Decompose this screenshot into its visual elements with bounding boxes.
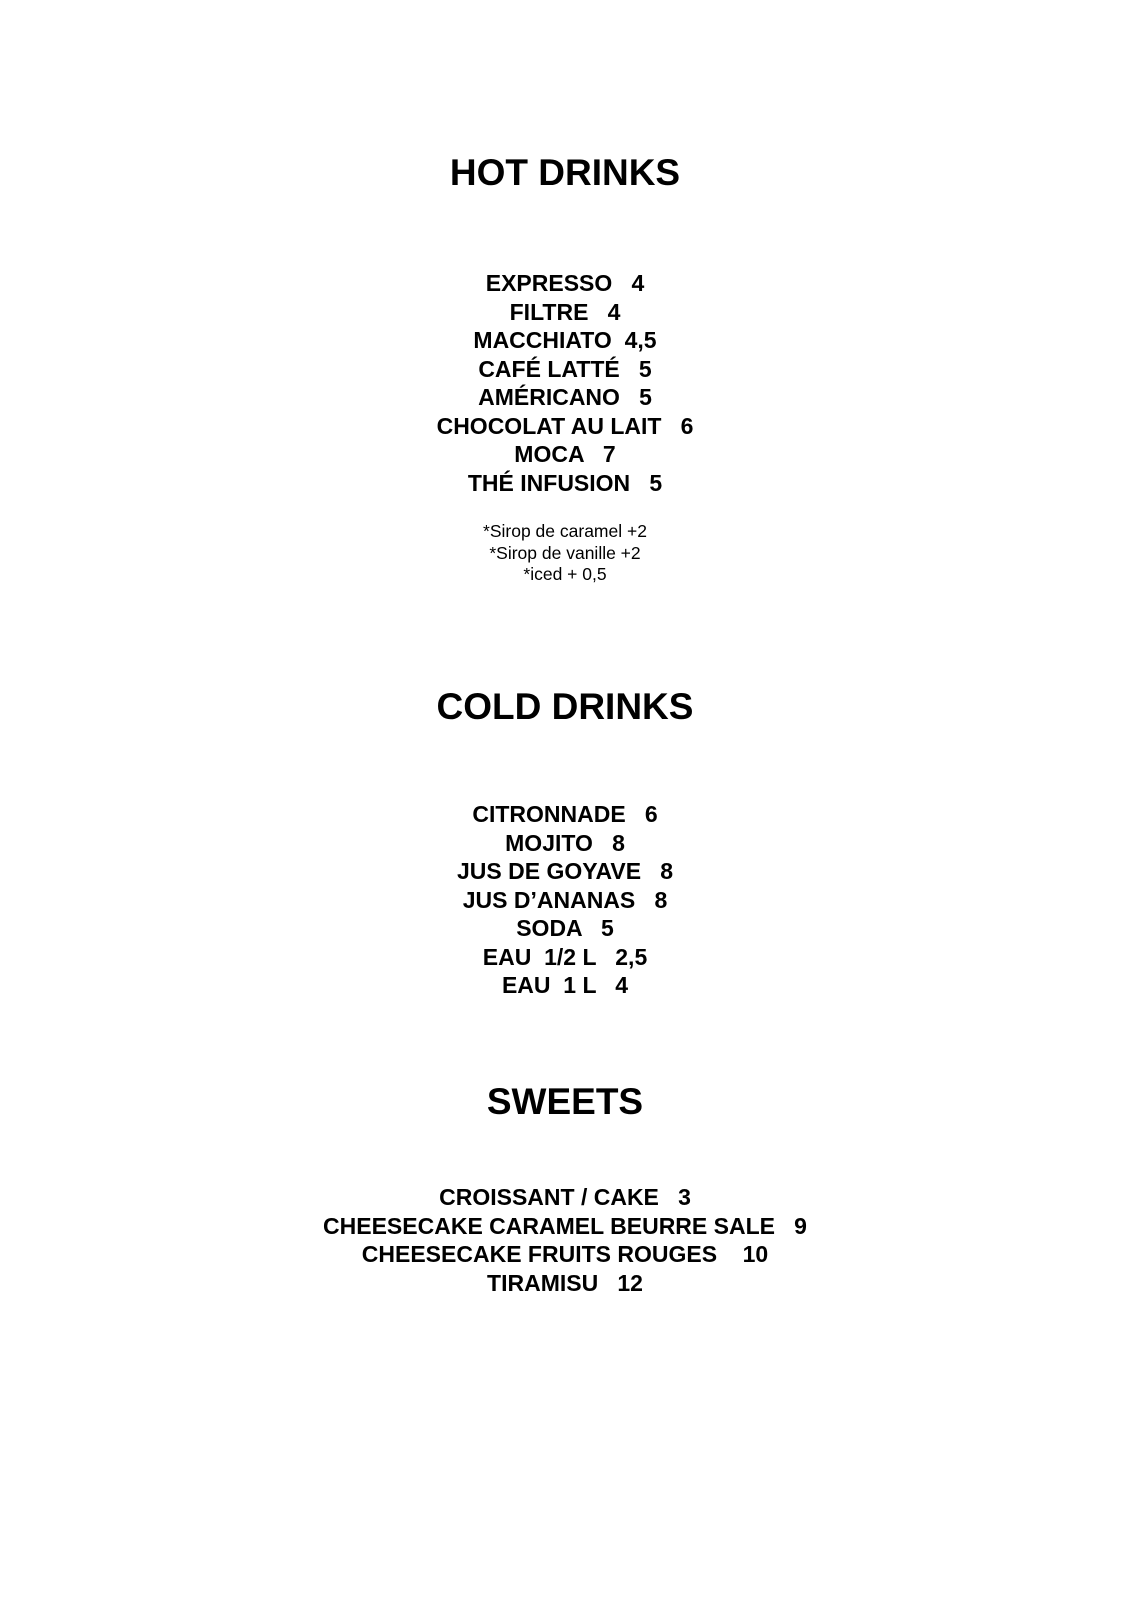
menu-item-filtre: FILTRE 4: [509, 298, 621, 325]
menu-item-expresso: EXPRESSO 4: [485, 270, 645, 296]
menu-item-jus-de-goyave: JUS DE GOYAVE 8: [456, 858, 674, 884]
note-iced: *iced + 0,5: [523, 564, 607, 584]
cold-drinks-list: [0, 800, 1130, 1000]
note-sirop-caramel: *Sirop de caramel +2: [483, 521, 647, 541]
menu-item-eau-one-litre: EAU 1 L 4: [501, 972, 629, 998]
sweets-list: [0, 1183, 1130, 1297]
hot-drinks-notes: [0, 521, 1130, 586]
menu-item-chocolat-au-lait: CHOCOLAT AU LAIT 6: [436, 412, 694, 439]
menu-item-cafe-latte: CAFÉ LATTÉ 5: [478, 355, 652, 382]
menu-item-the-infusion: THÉ INFUSION 5: [467, 469, 663, 496]
cold-drinks-heading: COLD DRINKS: [436, 686, 694, 727]
menu-item-cheesecake-fruits-rouges: CHEESECAKE FRUITS ROUGES 10: [361, 1241, 769, 1267]
menu-item-citronnade: CITRONNADE 6: [472, 801, 658, 827]
menu-item-cheesecake-caramel: CHEESECAKE CARAMEL BEURRE SALE 9: [323, 1212, 807, 1239]
menu-item-soda: SODA 5: [516, 915, 614, 941]
menu-item-jus-d-ananas: JUS D’ANANAS 8: [462, 886, 668, 913]
menu-item-americano: AMÉRICANO 5: [478, 384, 652, 410]
sweets-heading: SWEETS: [486, 1081, 644, 1122]
menu-item-moca: MOCA 7: [514, 441, 616, 467]
menu-item-macchiato: MACCHIATO 4,5: [473, 327, 657, 353]
hot-drinks-list: [0, 269, 1130, 497]
menu-item-croissant-cake: CROISSANT / CAKE 3: [439, 1184, 691, 1210]
menu-item-tiramisu: TIRAMISU 12: [487, 1269, 643, 1296]
menu-item-eau-half-litre: EAU 1/2 L 2,5: [482, 943, 648, 970]
note-sirop-vanille: *Sirop de vanille +2: [489, 542, 641, 563]
hot-drinks-heading: HOT DRINKS: [449, 152, 681, 193]
menu-item-mojito: MOJITO 8: [505, 829, 625, 856]
